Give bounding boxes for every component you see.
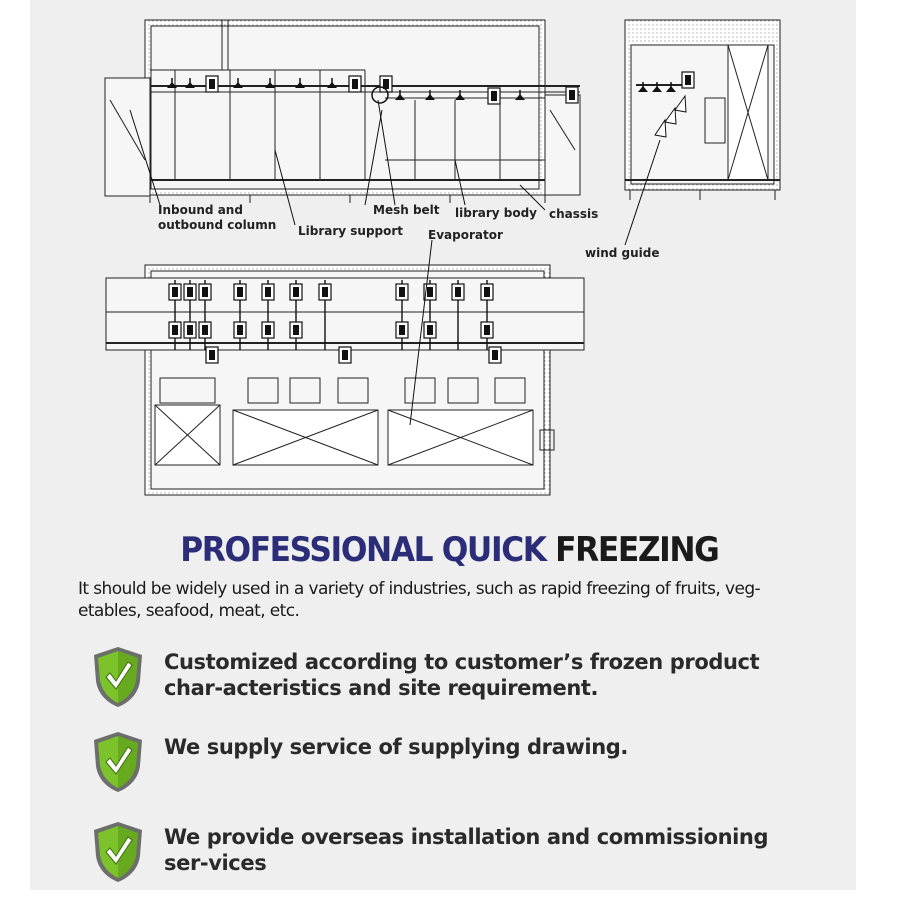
- label-inbound-outbound-column: Inbound and outbound column: [158, 203, 277, 232]
- headline: [35, 530, 863, 570]
- label-wind-guide: wind guide: [585, 246, 660, 260]
- shield-check-icon: [90, 730, 146, 794]
- label-library-support: Library support: [298, 224, 404, 238]
- end-view: [625, 20, 780, 200]
- label-evaporator: Evaporator: [428, 228, 503, 242]
- feature-text: We provide overseas installation and commissioning ser-vices: [164, 825, 769, 875]
- label-library-body: library body: [455, 206, 537, 220]
- side-view: [105, 20, 580, 203]
- label-chassis: chassis: [549, 207, 599, 221]
- headline-dark: FREEZING: [555, 530, 719, 570]
- intro-text: It should be widely used in a variety of industries, such as rapid freezing of fruits, veg-etables, seafood, meat, etc.: [78, 579, 761, 621]
- shield-check-icon: [90, 645, 146, 709]
- label-mesh-belt: Mesh belt: [373, 203, 440, 217]
- headline-accent: PROFESSIONAL QUICK: [180, 530, 546, 570]
- shield-check-icon: [90, 820, 146, 884]
- feature-text: We supply service of supplying drawing.: [164, 735, 628, 759]
- feature-text: Customized according to customer’s frozen product char-acteristics and site requirement.: [164, 650, 760, 700]
